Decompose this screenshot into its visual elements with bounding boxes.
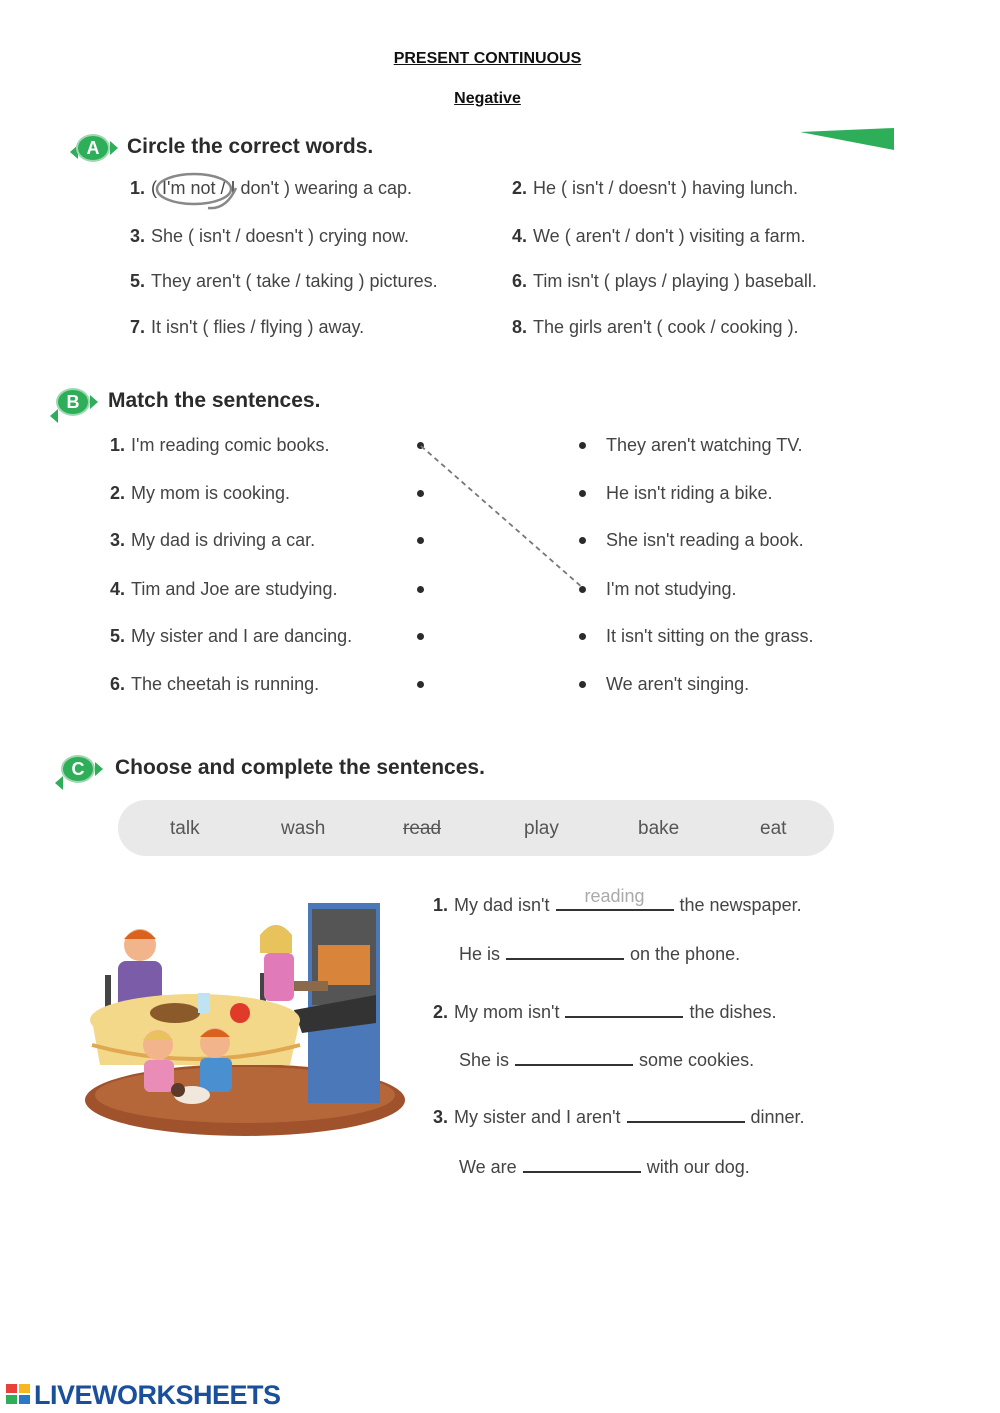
item-text: My sister and I are dancing. (131, 626, 353, 646)
match-dot-left-5[interactable] (417, 633, 424, 640)
example-answer: reading (584, 886, 645, 906)
sentence-start: My sister and I aren't (454, 1107, 621, 1127)
word-bank-word: talk (170, 818, 200, 839)
section-c-heading: Choose and complete the sentences. (115, 756, 485, 779)
sentence-start: We are (459, 1157, 517, 1177)
b-left-5 (110, 626, 352, 647)
item-text: They aren't ( take / taking ) pictures. (151, 271, 438, 291)
section-b-badge: B (58, 390, 88, 414)
c-line-2 (459, 938, 740, 965)
badge-wing-right (95, 762, 103, 776)
word-bank-word-used: read (403, 818, 442, 839)
sentence-end: with our dog. (646, 1157, 750, 1177)
word-bank-word: eat (760, 818, 787, 839)
a-item-3[interactable] (130, 226, 409, 247)
item-text: Tim and Joe are studying. (131, 579, 338, 599)
item-text: ( I'm not / I don't ) wearing a cap. (151, 178, 413, 198)
page-title: PRESENT CONTINUOUS (393, 50, 582, 67)
item-number: 2. (512, 178, 528, 198)
badge-wing-left (70, 145, 78, 159)
match-dot-left-6[interactable] (417, 681, 424, 688)
item-number: 4. (110, 579, 126, 599)
sentence-end: on the phone. (630, 944, 741, 964)
badge-wing-right (110, 141, 118, 155)
item-text: I'm reading comic books. (131, 435, 330, 455)
c-line-1 (433, 886, 802, 916)
item-number: 6. (110, 674, 126, 694)
badge-wing-left (55, 776, 63, 790)
match-dot-right-6[interactable] (579, 681, 586, 688)
answer-blank[interactable] (556, 886, 674, 911)
word-bank-word: wash (281, 818, 326, 839)
item-number: 1. (433, 895, 449, 915)
sentence-end: dinner. (750, 1107, 805, 1127)
liveworksheets-logo-icon (6, 1384, 32, 1406)
b-right-4: I'm not studying. (606, 579, 737, 599)
answer-blank[interactable] (565, 996, 683, 1018)
example-match-line (415, 440, 590, 595)
a-item-5[interactable] (130, 271, 438, 292)
item-number: 4. (512, 226, 528, 246)
page-subtitle: Negative (454, 90, 521, 107)
item-number: 2. (110, 483, 126, 503)
answer-blank[interactable] (506, 938, 624, 960)
answer-blank[interactable] (515, 1044, 633, 1066)
item-number: 6. (512, 271, 528, 291)
item-text: The cheetah is running. (131, 674, 320, 694)
word-bank (118, 800, 834, 856)
c-line-4 (459, 1044, 754, 1071)
a-item-4[interactable] (512, 226, 806, 247)
b-right-1: They aren't watching TV. (606, 435, 803, 455)
sentence-end: the dishes. (689, 1002, 777, 1022)
c-line-6 (459, 1151, 750, 1178)
a-item-2[interactable] (512, 178, 798, 199)
example-circle (150, 168, 245, 216)
answer-blank[interactable] (627, 1101, 745, 1123)
item-text: He ( isn't / doesn't ) having lunch. (533, 178, 799, 198)
c-line-3 (433, 996, 777, 1023)
item-number: 7. (130, 317, 146, 337)
b-left-6 (110, 674, 319, 695)
item-text: My mom is cooking. (131, 483, 291, 503)
b-right-3: She isn't reading a book. (606, 530, 804, 550)
b-left-4 (110, 579, 337, 600)
sentence-start: My dad isn't (454, 895, 550, 915)
word-bank-word: bake (638, 818, 680, 839)
b-left-3 (110, 530, 315, 551)
b-right-2: He isn't riding a bike. (606, 483, 773, 503)
item-number: 3. (110, 530, 126, 550)
item-text: Tim isn't ( plays / playing ) baseball. (533, 271, 817, 291)
item-number: 2. (433, 1002, 449, 1022)
section-a-badge: A (78, 136, 108, 160)
item-number: 8. (512, 317, 528, 337)
b-left-1 (110, 435, 330, 456)
sentence-end: the newspaper. (679, 895, 802, 915)
footer-brand: LIVEWORKSHEETS (34, 1380, 281, 1410)
item-number: 1. (130, 178, 146, 198)
family-kitchen-illustration (80, 895, 410, 1140)
item-number: 5. (130, 271, 146, 291)
b-left-2 (110, 483, 290, 504)
item-text: My dad is driving a car. (131, 530, 316, 550)
a-item-7[interactable] (130, 317, 364, 338)
badge-wing-left (50, 409, 58, 423)
item-number: 5. (110, 626, 126, 646)
sentence-end: some cookies. (639, 1050, 755, 1070)
answer-blank[interactable] (523, 1151, 641, 1173)
sentence-start: She is (459, 1050, 510, 1070)
item-text: The girls aren't ( cook / cooking ). (533, 317, 799, 337)
b-right-6: We aren't singing. (606, 674, 750, 694)
a-item-8[interactable] (512, 317, 799, 338)
section-a-heading: Circle the correct words. (127, 135, 374, 158)
word-bank-word: play (524, 818, 559, 839)
item-text: We ( aren't / don't ) visiting a farm. (533, 226, 806, 246)
sentence-start: He is (459, 944, 501, 964)
item-number: 1. (110, 435, 126, 455)
a-item-6[interactable] (512, 271, 817, 292)
c-line-5 (433, 1101, 805, 1128)
item-text: She ( isn't / doesn't ) crying now. (151, 226, 410, 246)
sentence-start: My mom isn't (454, 1002, 560, 1022)
section-c-badge: C (63, 757, 93, 781)
section-b-heading: Match the sentences. (108, 389, 321, 412)
item-text: It isn't ( flies / flying ) away. (151, 317, 365, 337)
ribbon-decoration (800, 128, 896, 154)
b-right-5: It isn't sitting on the grass. (606, 626, 814, 646)
badge-wing-right (90, 395, 98, 409)
match-dot-right-5[interactable] (579, 633, 586, 640)
item-number: 3. (433, 1107, 449, 1127)
item-number: 3. (130, 226, 146, 246)
